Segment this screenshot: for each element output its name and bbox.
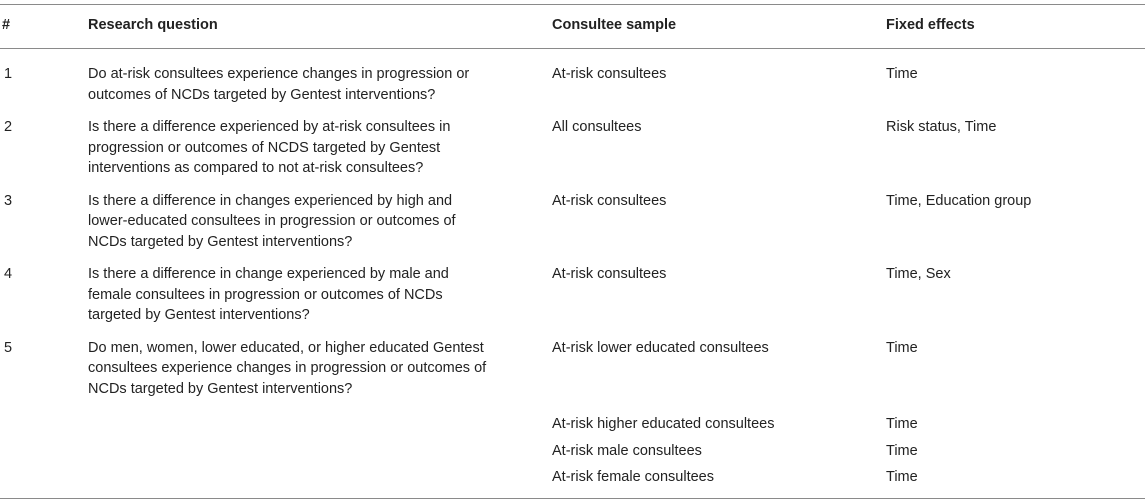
row-effects: Time xyxy=(886,442,918,459)
table-row xyxy=(0,461,1145,498)
row-sample: At-risk male consultees xyxy=(552,442,702,459)
row-question xyxy=(88,399,552,435)
row-num xyxy=(0,399,88,435)
table-row xyxy=(0,399,1145,435)
row-sample: At-risk consultees xyxy=(552,192,667,209)
header-row xyxy=(0,5,1145,49)
table-row xyxy=(0,435,1145,462)
row-question xyxy=(88,435,552,462)
research-questions-table xyxy=(0,4,1145,499)
row-effects: Time xyxy=(886,339,918,356)
header-consultee-sample: Consultee sample xyxy=(552,5,886,49)
table-row xyxy=(0,49,1145,106)
row-sample: All consultees xyxy=(552,119,642,135)
row-effects: Time, Sex xyxy=(886,266,951,282)
row-effects: Time xyxy=(886,461,1145,498)
table-row xyxy=(0,179,1145,253)
row-question: Do men, women, lower educated, or higher educated Gentest consultees experience changes in progression or outcomes of NCDs targeted by Gentest interventions? xyxy=(88,339,487,397)
header-fixed-effects: Fixed effects xyxy=(886,5,1145,49)
row-sample: At-risk female consultees xyxy=(552,461,886,498)
row-num xyxy=(0,435,88,462)
row-num: 5 xyxy=(4,339,13,356)
row-effects: Time xyxy=(886,66,918,82)
row-num xyxy=(0,461,88,498)
row-question: Is there a difference experienced by at-risk consultees in progression or outcomes of NCDS targeted by Gentest interventions as compared to not at-risk consultees? xyxy=(88,119,451,176)
row-question: Is there a difference in changes experienced by high and lower-educated consultees in progression or outcomes of NCDs targeted by Gentest interventions? xyxy=(88,192,456,250)
row-num: 3 xyxy=(4,192,13,209)
table-row xyxy=(0,252,1145,326)
row-num: 4 xyxy=(4,266,13,282)
row-num: 1 xyxy=(4,66,13,82)
header-research-question: Research question xyxy=(88,5,552,49)
row-effects: Time, Education group xyxy=(886,192,1032,209)
table-row xyxy=(0,326,1145,400)
row-sample: At-risk higher educated consultees xyxy=(552,416,775,432)
row-question xyxy=(88,461,552,498)
row-num: 2 xyxy=(4,119,13,135)
table-row xyxy=(0,105,1145,179)
row-sample: At-risk consultees xyxy=(552,266,667,282)
row-question: Do at-risk consultees experience changes in progression or outcomes of NCDs targeted by Gentest interventions? xyxy=(88,66,470,103)
row-question: Is there a difference in change experienced by male and female consultees in progression or outcomes of NCDs targeted by Gentest interventions? xyxy=(88,266,449,323)
row-sample: At-risk consultees xyxy=(552,66,667,82)
header-num: # xyxy=(0,5,88,49)
row-effects: Risk status, Time xyxy=(886,119,997,135)
row-sample: At-risk lower educated consultees xyxy=(552,339,769,356)
row-effects: Time xyxy=(886,416,918,432)
